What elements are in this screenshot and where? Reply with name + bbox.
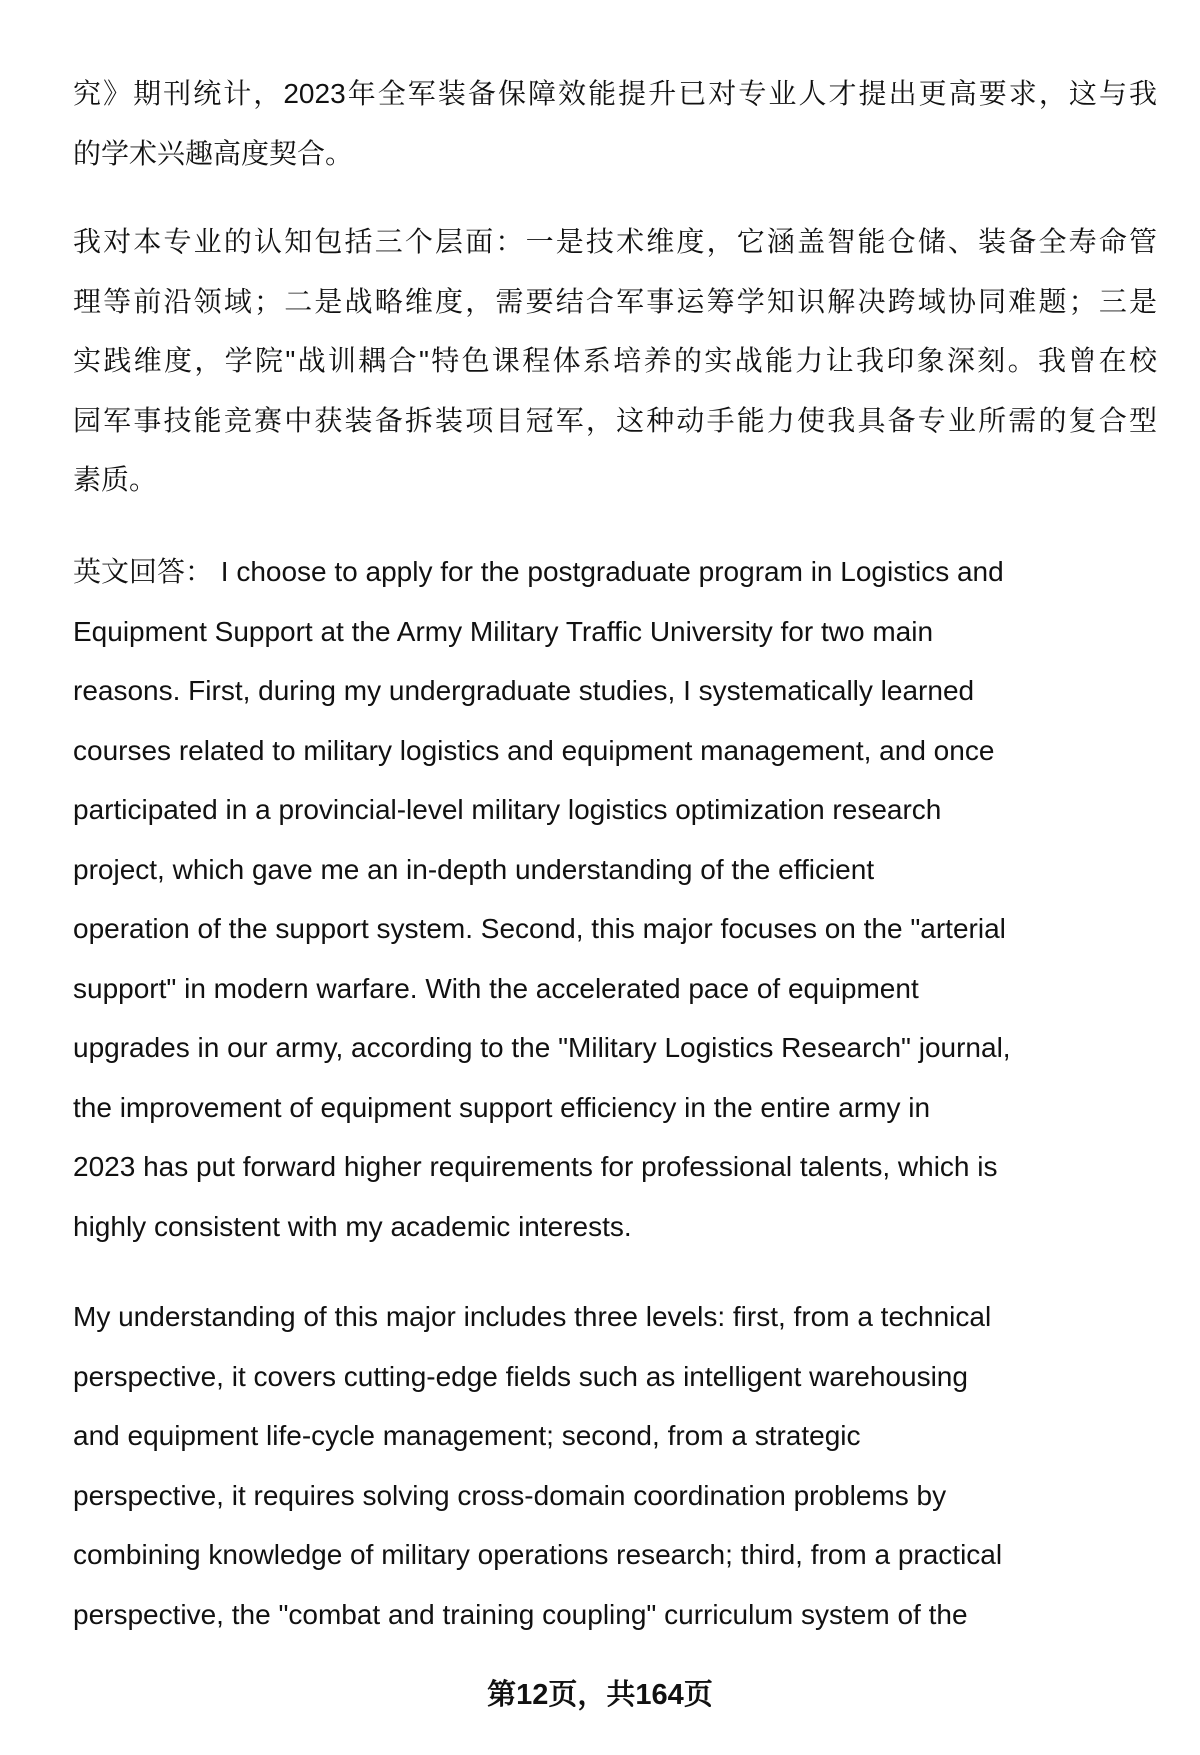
text-line: 2023 has put forward higher requirements for professional talents, which is bbox=[73, 1151, 998, 1182]
text-line: and equipment life-cycle management; second, from a strategic bbox=[73, 1420, 861, 1451]
text-line: operation of the support system. Second, this major focuses on the "arterial bbox=[73, 913, 1006, 944]
text-line: Equipment Support at the Army Military Traffic University for two main bbox=[73, 615, 934, 647]
text-line: courses related to military logistics and equipment management, and once bbox=[73, 734, 995, 766]
text-line: 我对本专业的认知包括三个层面：一是技术维度，它涵盖智能仓储、装备全寿命管 bbox=[73, 226, 1157, 257]
page-number: 第12页，共164页 bbox=[487, 1679, 713, 1711]
paragraph-zh-1 bbox=[73, 64, 1157, 183]
text-line: participated in a provincial-level military logistics optimization research bbox=[73, 794, 942, 825]
text-line: the improvement of equipment support efficiency in the entire army in bbox=[73, 1091, 931, 1123]
paragraph-en-2 bbox=[73, 1287, 1157, 1644]
text-line: highly consistent with my academic interests. bbox=[73, 1210, 632, 1242]
text-line: 的学术兴趣高度契合。 bbox=[73, 137, 354, 169]
text-line: perspective, it requires solving cross-domain coordination problems by bbox=[73, 1479, 947, 1511]
paragraph-en-1 bbox=[73, 542, 1157, 1256]
text-line: 究》期刊统计，2023年全军装备保障效能提升已对专业人才提出更高要求，这与我 bbox=[73, 78, 1157, 109]
text-line: combining knowledge of military operations research; third, from a practical bbox=[73, 1539, 1003, 1570]
text-line: 素质。 bbox=[73, 464, 158, 495]
text-line: project, which gave me an in-depth understanding of the efficient bbox=[73, 853, 875, 885]
text-line: support" in modern warfare. With the accelerated pace of equipment bbox=[73, 972, 919, 1004]
text-line: perspective, the "combat and training coupling" curriculum system of the bbox=[73, 1598, 968, 1630]
text-line: upgrades in our army, according to the "Military Logistics Research" journal, bbox=[73, 1032, 1011, 1063]
text-line: perspective, it covers cutting-edge fields such as intelligent warehousing bbox=[73, 1360, 968, 1392]
text-line: 园军事技能竞赛中获装备拆装项目冠军，这种动手能力使我具备专业所需的复合型 bbox=[73, 404, 1157, 436]
text-line: 实践维度，学院"战训耦合"特色课程体系培养的实战能力让我印象深刻。我曾在校 bbox=[73, 345, 1157, 376]
text-line: My understanding of this major includes three levels: first, from a technical bbox=[73, 1301, 992, 1332]
text-line: 英文回答： I choose to apply for the postgraduate program in Logistics and bbox=[73, 556, 1004, 587]
text-line: reasons. First, during my undergraduate studies, I systematically learned bbox=[73, 675, 975, 706]
text-line: 理等前沿领域；二是战略维度，需要结合军事运筹学知识解决跨域协同难题；三是 bbox=[73, 285, 1157, 317]
paragraph-zh-2 bbox=[73, 212, 1157, 510]
